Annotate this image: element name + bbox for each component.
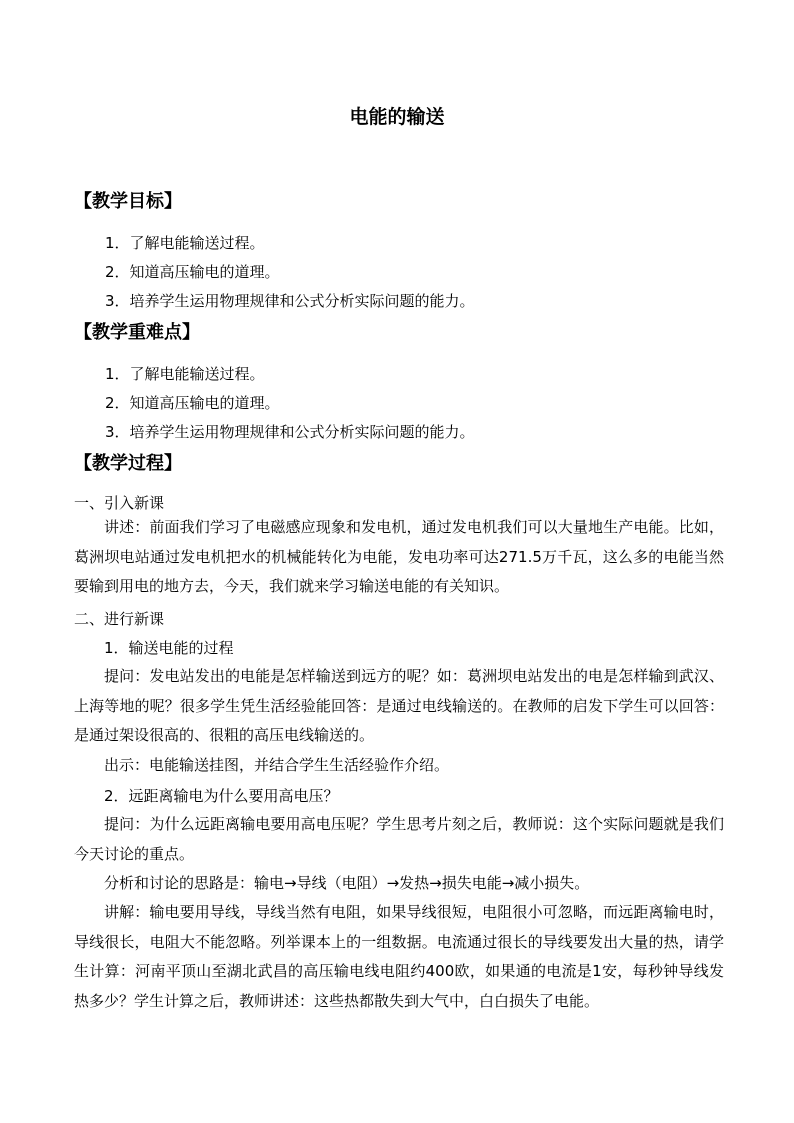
key-point-item-1: 1．了解电能输送过程。 — [105, 365, 265, 383]
objectives-heading: 【教学目标】 — [74, 191, 182, 212]
objective-item-1: 1．了解电能输送过程。 — [105, 234, 265, 252]
paragraph-show-chart: 出示：电能输送挂图，并结合学生生活经验作介绍。 — [104, 756, 450, 774]
section-intro: 一、引入新课 — [74, 494, 165, 512]
objective-item-2: 2．知道高压输电的道理。 — [105, 263, 280, 281]
page-title: 电能的输送 — [349, 106, 445, 128]
paragraph-question-1: 提问：发电站发出的电能是怎样输送到远方的呢？如：葛洲坝电站发出的电是怎样输到武汉、上海等地的呢？很多学生凭生活经验能回答：是通过电线输送的。在教师的启发下学生可以回答：是通过架设很高的、很粗的高压电线输送的。 — [74, 667, 724, 744]
paragraph-intro: 讲述：前面我们学习了电磁感应现象和发电机，通过发电机我们可以大量地生产电能。比如，葛洲坝电站通过发电机把水的机械能转化为电能，发电功率可达271.5万千瓦，这么多的电能当然要输到用电的地方去，今天，我们就来学习输送电能的有关知识。 — [74, 518, 724, 595]
key-point-item-3: 3．培养学生运用物理规律和公式分析实际问题的能力。 — [105, 423, 475, 441]
process-heading: 【教学过程】 — [74, 453, 182, 474]
objective-item-3: 3．培养学生运用物理规律和公式分析实际问题的能力。 — [105, 292, 475, 310]
paragraph-explanation: 讲解：输电要用导线，导线当然有电阻，如果导线很短，电阻很小可忽略，而远距离输电时，导线很长，电阻大不能忽略。列举课本上的一组数据。电流通过很长的导线要发出大量的热，请学生计算：河南平顶山至湖北武昌的高压输电线电阻约400欧，如果通的电流是1安，每秒钟导线发热多少？学生计算之后，教师讲述：这些热都散失到大气中，白白损失了电能。 — [74, 903, 724, 1010]
subsection-high-voltage: 2．远距离输电为什么要用高电压？ — [104, 787, 339, 805]
paragraph-analysis: 分析和讨论的思路是：输电→导线（电阻）→发热→损失电能→减小损失。 — [104, 874, 590, 892]
paragraph-question-2: 提问：为什么远距离输电要用高电压呢？学生思考片刻之后，教师说：这个实际问题就是我们今天讨论的重点。 — [74, 815, 724, 863]
subsection-transmission-process: 1．输送电能的过程 — [104, 639, 234, 657]
key-points-heading: 【教学重难点】 — [74, 322, 200, 343]
section-new-lesson: 二、进行新课 — [74, 610, 165, 628]
key-point-item-2: 2．知道高压输电的道理。 — [105, 394, 280, 412]
